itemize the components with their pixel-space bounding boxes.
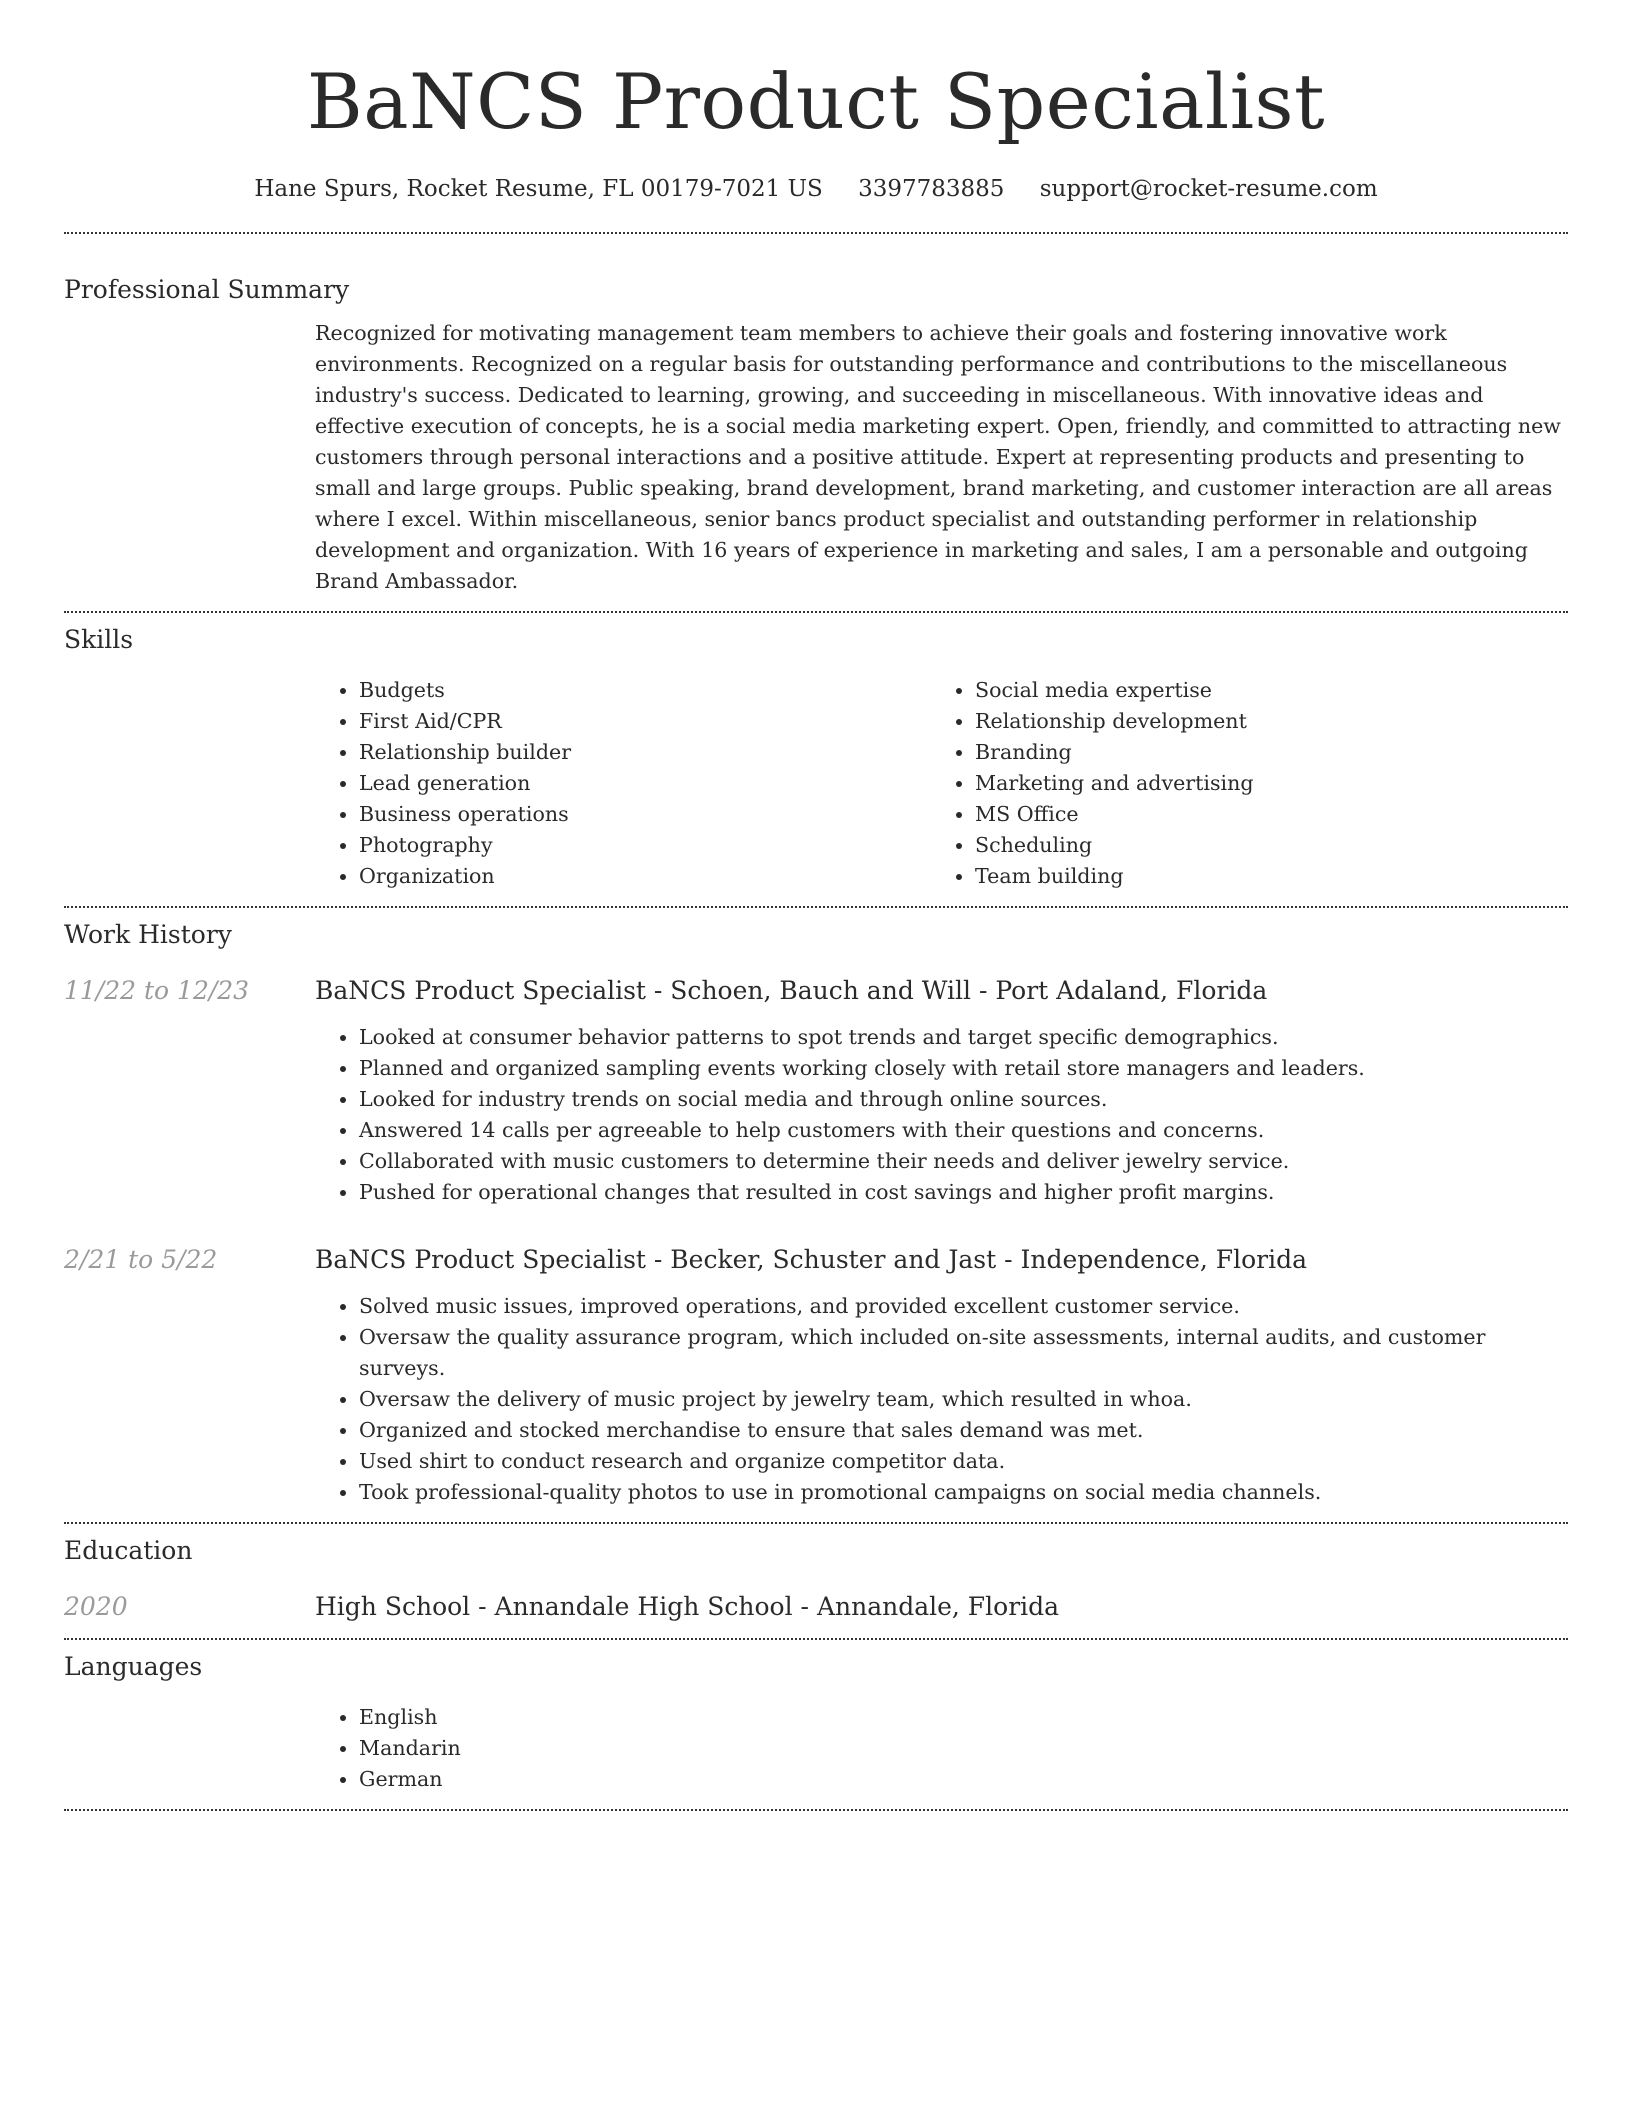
education-title: High School - Annandale High School - Annandale, Florida [315, 1592, 1060, 1621]
job-title: BaNCS Product Specialist - Becker, Schuster and Jast - Independence, Florida [315, 1245, 1308, 1274]
contact-address: Hane Spurs, Rocket Resume, FL 00179-7021 US [254, 176, 823, 202]
job-bullet: • Solved music issues, improved operations, and provided excellent customer service. [359, 1291, 1568, 1322]
skill-item: • First Aid/CPR [359, 706, 931, 737]
job-header [64, 974, 1568, 1008]
job-bullet: • Planned and organized sampling events working closely with retail store managers and leaders. [359, 1053, 1568, 1084]
education-entry [64, 1590, 1568, 1624]
job-bullet: • Answered 14 calls per agreeable to help customers with their questions and concerns. [359, 1115, 1568, 1146]
job-bullet: • Looked at consumer behavior patterns to spot trends and target specific demographics. [359, 1022, 1568, 1053]
skill-item: • Relationship builder [359, 737, 931, 768]
divider-languages [64, 1809, 1568, 1811]
summary-text: Recognized for motivating management team members to achieve their goals and fostering innovative work environments. Recognized on a regular basis for outstanding performance and contributions to the miscellaneous industry's success. Dedicated to learning, growing, and succeeding in miscellaneous. With innovative ideas and effective execution of concepts, he is a social media marketing expert. Open, friendly, and committed to attracting new customers through personal interactions and a positive attitude. Expert at representing products and presenting to small and large groups. Public speaking, brand development, brand marketing, and customer interaction are all areas where I excel. Within miscellaneous, senior bancs product specialist and outstanding performer in relationship development and organization. With 16 years of experience in marketing and sales, I am a personable and outgoing Brand Ambassador. [315, 321, 1561, 593]
divider-skills [64, 906, 1568, 908]
job-bullet: • Collaborated with music customers to determine their needs and deliver jewelry service. [359, 1146, 1568, 1177]
skill-item: • Business operations [359, 799, 931, 830]
skill-item: • Scheduling [975, 830, 1568, 861]
skill-item: • Marketing and advertising [975, 768, 1568, 799]
job-bullet: • Oversaw the quality assurance program, which included on-site assessments, internal audits, and customer surveys. [359, 1322, 1568, 1384]
job-bullet-list [315, 1022, 1568, 1208]
divider-education [64, 1638, 1568, 1640]
job-header [64, 1243, 1568, 1277]
contact-phone: 3397783885 [858, 176, 1005, 202]
section-title-languages: Languages [64, 1652, 203, 1681]
skill-item: • Relationship development [975, 706, 1568, 737]
language-item: • Mandarin [359, 1733, 1568, 1764]
divider-work [64, 1522, 1568, 1524]
language-item: • German [359, 1764, 1568, 1795]
skills-list-left [315, 675, 931, 892]
resume-name: BaNCS Product Specialist [306, 57, 1326, 146]
languages-bullet-list [315, 1702, 1568, 1795]
skill-item: • Photography [359, 830, 931, 861]
job-date: 2/21 to 5/22 [64, 1245, 218, 1274]
job-bullets [315, 1022, 1568, 1208]
job-bullets [315, 1291, 1568, 1508]
language-item: • English [359, 1702, 1568, 1733]
languages-section [64, 1650, 1568, 1795]
skills-section [64, 623, 1568, 892]
languages-list [315, 1702, 1568, 1795]
job-title: BaNCS Product Specialist - Schoen, Bauch and Will - Port Adaland, Florida [315, 976, 1268, 1005]
skill-item: • MS Office [975, 799, 1568, 830]
skill-item: • Social media expertise [975, 675, 1568, 706]
skills-grid [315, 675, 1568, 892]
contact-line [64, 172, 1568, 206]
job-date: 11/22 to 12/23 [64, 976, 250, 1005]
job-bullet: • Organized and stocked merchandise to ensure that sales demand was met. [359, 1415, 1568, 1446]
work-section [64, 918, 1568, 1508]
divider-header [64, 232, 1568, 234]
job-bullet: • Pushed for operational changes that resulted in cost savings and higher profit margins. [359, 1177, 1568, 1208]
divider-summary [64, 611, 1568, 613]
job-entry [64, 974, 1568, 1208]
skill-item: • Organization [359, 861, 931, 892]
summary-section [64, 273, 1568, 597]
job-bullet: • Used shirt to conduct research and organize competitor data. [359, 1446, 1568, 1477]
job-bullet-list [315, 1291, 1568, 1508]
section-title-summary: Professional Summary [64, 275, 350, 304]
skill-item: • Branding [975, 737, 1568, 768]
section-title-education: Education [64, 1536, 193, 1565]
section-title-work: Work History [64, 920, 232, 949]
job-bullet: • Took professional-quality photos to use in promotional campaigns on social media channels. [359, 1477, 1568, 1508]
job-bullet: • Oversaw the delivery of music project by jewelry team, which resulted in whoa. [359, 1384, 1568, 1415]
section-title-skills: Skills [64, 625, 134, 654]
job-bullet: • Looked for industry trends on social media and through online sources. [359, 1084, 1568, 1115]
skill-item: • Budgets [359, 675, 931, 706]
skills-list-right [931, 675, 1568, 892]
job-entry [64, 1243, 1568, 1508]
education-section [64, 1534, 1568, 1624]
skill-item: • Lead generation [359, 768, 931, 799]
skill-item: • Team building [975, 861, 1568, 892]
education-date: 2020 [64, 1592, 128, 1621]
contact-email: support@rocket-resume.com [1039, 176, 1378, 202]
